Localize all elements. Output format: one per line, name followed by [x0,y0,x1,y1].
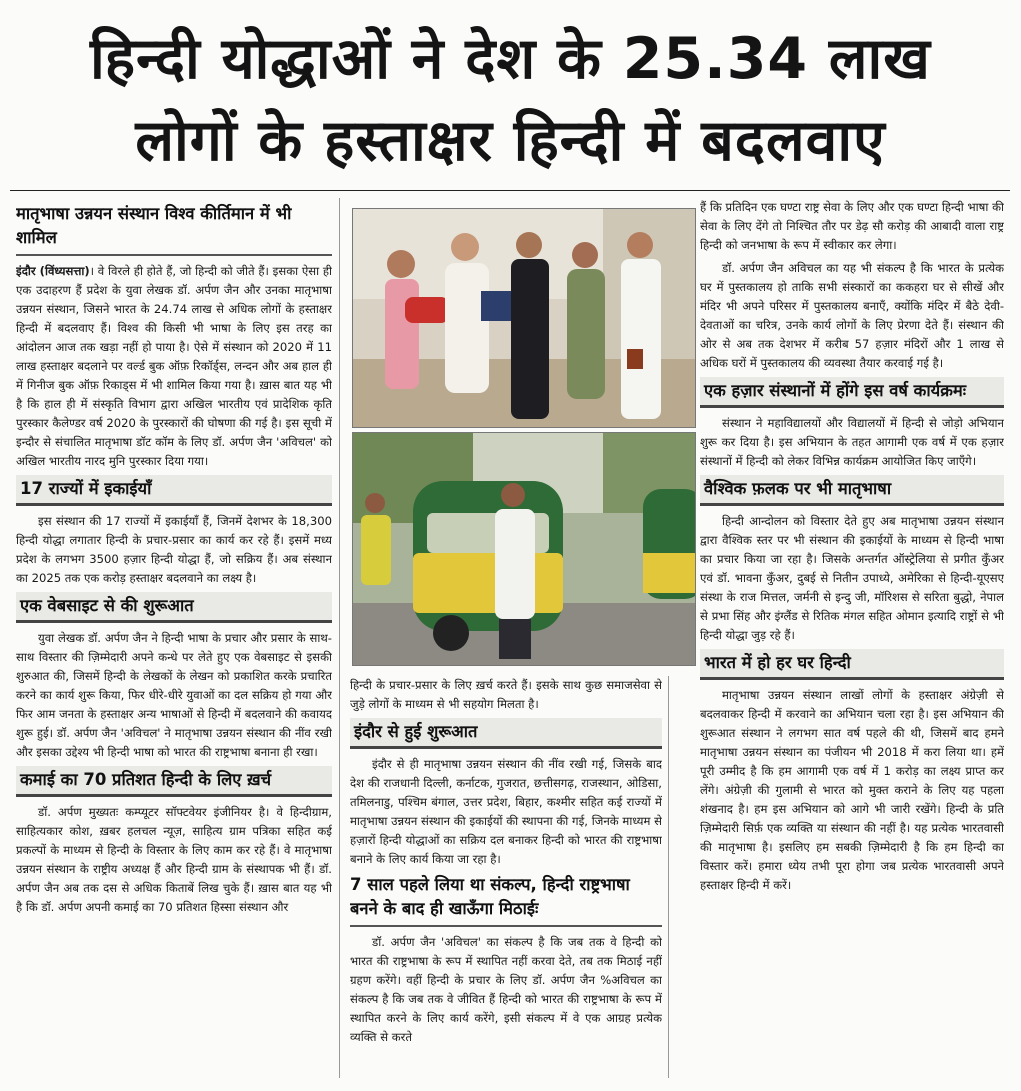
subhead-every-home: भारत में हो हर घर हिन्दी [700,649,1004,680]
subhead-indore-start: इंदौर से हुई शुरूआत [350,718,662,749]
subhead-thousand-institutions: एक हज़ार संस्थानों में होंगे इस वर्ष कार्यक्रमः [700,377,1004,408]
article-paragraph-12: मातृभाषा उन्नयन संस्थान लाखों लोगों के हस्ताक्षर अंग्रेज़ी से बदलवाकर हिन्दी में करवाने का अभियान चला रहा है। इस अभियान की शुरूआत संस्थान ने लगभग सात वर्ष पहले की थी, जिसमें बाद हमने मातृभाषा उन्नयन संस्थान का पंजीयन भी 2018 में करा लिया था। हमें पूरी उम्मीद है कि हम आगामी एक वर्ष में 1 करोड़ का लक्ष्य प्राप्त कर लेंगे। अंग्रेज़ी की गुलामी से भारत को मुक्त कराने के लिए यह पहला शंखनाद है। हम इस अभियान को आगे भी जारी रखेंगे। हिन्दी के प्रति ज़िम्मेदारी सिर्फ़ एक व्यक्ति या संस्थान की नहीं है। यह प्रत्येक भारतवासी की मातृभाषा है। इसलिए हम सबकी ज़िम्मेदारी है कि हम हिन्दी का विस्तार करें। हमारा ध्येय तभी पूरा होगा जब प्रत्येक भारतवासी अपने हस्ताक्षर हिन्दी में करें। [700,688,1004,892]
article-paragraph-3: युवा लेखक डॉ. अर्पण जैन ने हिन्दी भाषा के प्रचार और प्रसार के साथ-साथ विस्तार की ज़िम्मेदारी अपने कन्धे पर लेते हुए एक वेबसाइट से इसकी शुरुआत की, जिसमें हिन्दी के लेखकों के लेखन को प्रकाशित करके प्रचारित करने का कार्य शुरू किया, फिर धीरे-धीरे युवाओं का दल सक्रिय हो गया और फिर आम जनता के हस्ताक्षर अन्य भाषाओं से हिन्दी में बदलवाने की कवायद शुरू हुई। डॉ. अर्पण जैन 'अविचल' ने मातृभाषा उन्नयन संस्थान की नींव रखी और इसका उद्देश्य भी हिन्दी भाषा को भारत की राष्ट्रभाषा बनाना ही रखा। [16,631,332,759]
paragraph-text: । वे विरले ही होते हैं, जो हिन्दी को जीते हैं। इसका ऐसा ही एक उदाहरण हैं प्रदेश के युवा लेखक डॉ. अर्पण जैन और उनका मातृभाषा उन्नयन संस्थान, जिसने भारत के 24.74 लाख से अधिक लोगों के हस्ताक्षर हिन्दी में बदलवाए हैं। विश्व की किसी भी भाषा के लिए इस तरह का आंदोलन आज तक खड़ा नहीं हो पाया है। ऐसे में संस्थान को 2020 में 11 लाख हस्ताक्षर बदलाने पर वर्ल्ड बुक ऑफ़ रिकॉर्ड्स, लन्दन और अब हाल ही में गिनीज बुक ऑफ़ रिकाड्स में भी शामिल किया गया है। ख़ास बात यह भी है कि हाल ही में संस्कृति विभाग द्वारा अखिल भारतीय एवं प्रादेशिक कृति पुरस्कार कैलेण्डर वर्ष 2020 के पुरस्कारों की घोषणा की गई है। इस सूची में इन्दौर से संचालित मातृभाषा डॉट कॉम के लिए डॉ. अर्पण जैन 'अविचल' को अखिल भारतीय नारद मुनि पुरस्कार दिया गया। [16,264,332,468]
headline-line-1: हिन्दी योद्धाओं ने देश के 25.34 लाख [90,26,931,92]
subhead-global: वैश्विक फ़लक पर भी मातृभाषा [700,475,1004,506]
headline [0,18,1021,182]
article-paragraph-2: इस संस्थान की 17 राज्यों में इकाईयाँ हैं, जिनमें देशभर के 18,300 हिन्दी योद्धा लगातार हिन्दी के प्रचार-प्रसार का कार्य कर रहे हैं। इसमें मध्य प्रदेश के लगभग 3500 हज़ार हिन्दी योद्धा हैं, जो सक्रिय हैं। अब संस्थान का 2025 तक एक करोड़ हस्ताक्षर बदलवाने का लक्ष्य है। [16,514,332,585]
subhead-resolution: 7 साल पहले लिया था संकल्प, हिन्दी राष्ट्रभाषा बनने के बाद ही खाऊँगा मिठाईः [350,873,662,927]
subhead-70-percent: कमाई का 70 प्रतिशत हिन्दी के लिए ख़र्च [16,766,332,797]
column-2 [350,676,662,1078]
article-paragraph-9: डॉ. अर्पण जैन अविचल का यह भी संकल्प है कि भारत के प्रत्येक घर में पुस्तकालय हो ताकि सभी संस्कारों का ककहरा घर से सीखें और मंदिर भी अपने परिसर में पुस्तकालय बनाएँ, क्योंकि मंदिर में बैठे देवी-देवताओं का चरित्र, उनके कार्य लोगों के लिए प्रेरणा देते हैं। संस्थान की ओर से अब तक देशभर में करीब 57 हज़ार मंदिरों और 1 लाख से अधिक घरों में पुस्तकालय की व्यवस्था तैयार करवाई गई है। [700,261,1004,370]
article-paragraph-11: हिन्दी आन्दोलन को विस्तार देते हुए अब मातृभाषा उन्नयन संस्थान द्वारा वैश्विक स्तर पर भी संस्थान की इकाईयों के माध्यम से हिन्दी भाषा का प्रचार किया जा रहा है। जिसके अन्तर्गत ऑस्ट्रेलिया से प्रगीत कुँअर एवं डॉ. भावना कुँअर, दुबई से नितीन उपाध्ये, अमेरिका से हिन्दी-यूएसए संस्था के राज मित्तल, जर्मनी से इन्दु जी, मॉरिशस से सरिता बुद्धो, नेपाल से प्रभा सिंह और इंग्लैंड से रितिक मंगल सहित ओमान इत्यादि राष्ट्रों से भी हिन्दी योद्धा जुड़ रहे हैं। [700,514,1004,642]
subhead-website-start: एक वेबसाइट से की शुरूआत [16,592,332,623]
article-paragraph-7: डॉ. अर्पण जैन 'अविचल' का संकल्प है कि जब तक वे हिन्दी को भारत की राष्ट्रभाषा के रूप में स्थापित नहीं करवा देते, तब तक मिठाई नहीं ग्रहण करेंगे। वहीं हिन्दी के प्रचार के लिए डॉ. अर्पण जैन %अविचल का संकल्प है कि जब तक वे जीवित हैं हिन्दी को भारत की राष्ट्रभाषा के रूप में स्थापित करने के लिए कार्य करेंगे, इसी संकल्प में वे एक आग्रह प्रत्येक व्यक्ति से करते [350,935,662,1044]
article-paragraph-8: हैं कि प्रतिदिन एक घण्टा राष्ट्र सेवा के लिए और एक घण्टा हिन्दी भाषा की सेवा के लिए देंगे तो निश्चित तौर पर डेढ़ सौ करोड़ की आबादी वाला राष्ट्र हिन्दी को जनभाषा के रूप में स्वीकार कर लेगा। [700,200,1004,252]
article-paragraph-10: संस्थान ने महाविद्यालयों और विद्यालयों में हिन्दी से जोड़ो अभियान शुरू कर दिया है। इस अभियान के तहत आगामी एक वर्ष में एक हज़ार संस्थानों में हिन्दी को लेकर विभिन्न कार्यक्रम आयोजित किए जाएँगे। [700,416,1004,468]
column-3 [700,198,1004,1078]
headline-line-2: लोगों के हस्ताक्षर हिन्दी में बदलवाए [135,108,886,174]
column-divider-1 [339,198,340,1078]
subhead-17-states: 17 राज्यों में इकाईयाँ [16,475,332,506]
article-paragraph-1 [16,262,332,471]
group-photo [352,208,696,428]
dateline: इंदौर (विंध्यसत्ता) [16,264,90,278]
column-divider-2 [668,676,669,1078]
article-paragraph-5: हिन्दी के प्रचार-प्रसार के लिए ख़र्च करते हैं। इसके साथ कुछ समाजसेवा से जुड़े लोगों के माध्यम से भी सहयोग मिलता है। [350,678,662,711]
article-paragraph-4: डॉ. अर्पण मुख्यतः कम्प्यूटर सॉफ्टवेयर इंजीनियर है। वे हिन्दीग्राम, साहित्यकार कोश, ख़बर हलचल न्यूज़, साहित्य ग्राम पत्रिका सहित कई प्रकल्पों के माध्यम से हिन्दी के विस्तार के लिए काम कर रहे हैं। वे मातृभाषा उन्नयन संस्थान के राष्ट्रीय अध्यक्ष हैं और हिन्दी ग्राम के संस्थापक भी हैं। डॉ. अर्पण जैन अब तक दस से अधिक किताबें लिख चुके हैं। ख़ास बात यह भी है कि डॉ. अर्पण अपनी कमाई का 70 प्रतिशत हिस्सा संस्थान और [16,805,332,914]
article-paragraph-6: इंदौर से ही मातृभाषा उन्नयन संस्थान की नींव रखी गई, जिसके बाद देश की राजधानी दिल्ली, कर्नाटक, गुजरात, छत्तीसगढ़, राजस्थान, ओडिसा, तमिलनाडु, पश्चिम बंगाल, उत्तर प्रदेश, बिहार, कश्मीर सहित कई राज्यों में मातृभाषा उन्नयन संस्थान की इकाईयों की स्थापना की गई, जिनके माध्यम से हज़ारों हिन्दी योद्धाओं का सक्रिय दल बनाकर हिन्दी को भारत की राष्ट्रभाषा बनाने के लिए कार्य किया जा रहा है। [350,757,662,866]
street-photo [352,432,696,666]
headline-rule [10,190,1010,191]
column-1 [16,198,332,1078]
subhead-world-record: मातृभाषा उन्नयन संस्थान विश्व कीर्तिमान में भी शामिल [16,202,332,256]
